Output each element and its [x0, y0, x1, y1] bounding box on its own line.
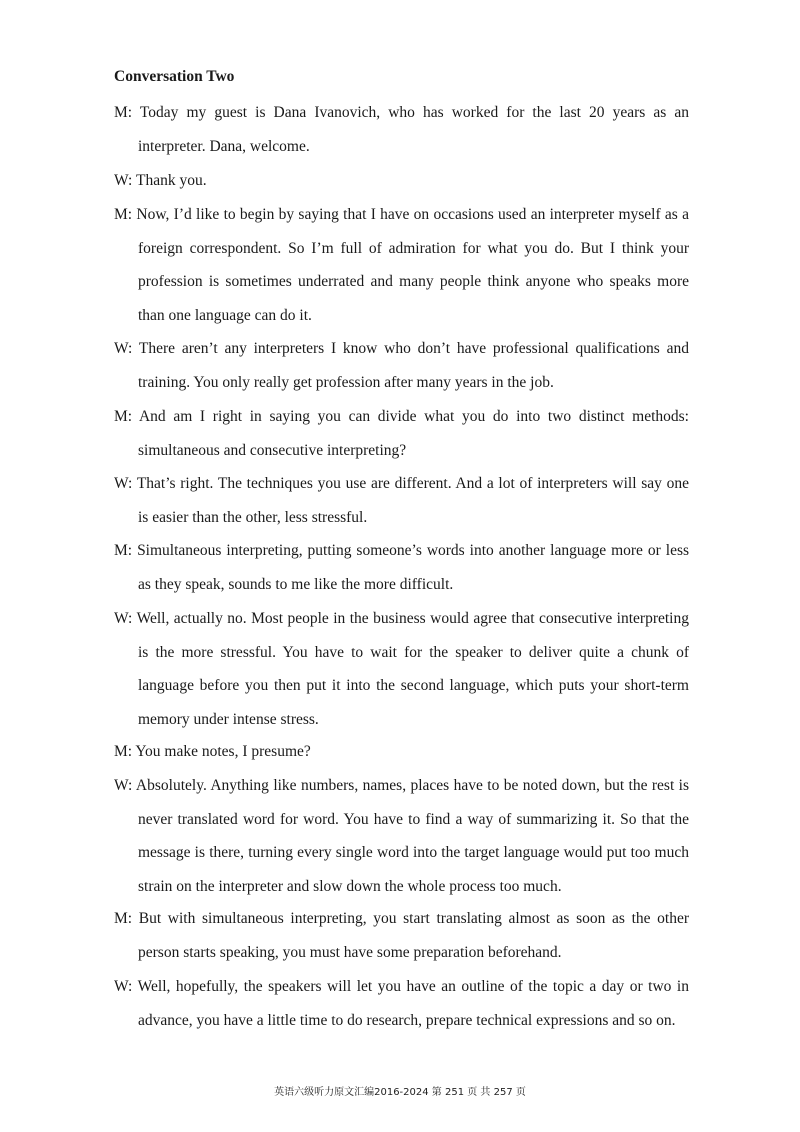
dialogue-line: W: Well, actually no. Most people in the business would agree that consecutive interpreting [114, 610, 689, 627]
dialogue-line: than one language can do it. [138, 306, 312, 324]
dialogue-line: training. You only really get profession after many years in the job. [138, 373, 554, 391]
dialogue-turn [114, 602, 689, 736]
speaker-label: M: [114, 408, 133, 425]
speaker-label: W: [114, 610, 133, 627]
speaker-label: W: [114, 172, 133, 189]
section-heading: Conversation Two [114, 68, 235, 85]
dialogue-line: W: There aren’t any interpreters I know who don’t have professional qualifications and [114, 340, 689, 357]
dialogue-line: memory under intense stress. [138, 710, 319, 728]
speaker-label: W: [114, 777, 133, 794]
dialogue-line: simultaneous and consecutive interpreting? [138, 441, 407, 459]
speaker-label: M: [114, 206, 133, 223]
dialogue-turn [114, 400, 689, 467]
dialogue-line: W: Thank you. [114, 172, 207, 189]
dialogue-line: is easier than the other, less stressful. [138, 508, 368, 526]
dialogue-line: strain on the interpreter and slow down the whole process too much. [138, 877, 562, 895]
speaker-label: M: [114, 743, 133, 760]
dialogue-line: message is there, turning every single word into the target language would put too much [138, 844, 689, 861]
dialogue-turn [114, 164, 689, 198]
dialogue-turn [114, 534, 689, 601]
dialogue-line: language before you then put it into the second language, which puts your short-term [138, 677, 689, 694]
speaker-label: W: [114, 475, 133, 492]
dialogue-line: M: But with simultaneous interpreting, you start translating almost as soon as the other [114, 910, 689, 927]
speaker-label: W: [114, 978, 133, 995]
dialogue-line: M: And am I right in saying you can divide what you do into two distinct methods: [114, 408, 689, 425]
dialogue-line: M: Today my guest is Dana Ivanovich, who has worked for the last 20 years as an [114, 104, 689, 121]
dialogue-turn [114, 769, 689, 903]
dialogue-line: W: That’s right. The techniques you use are different. And a lot of interpreters will say one [114, 475, 689, 492]
dialogue-turn [114, 735, 689, 769]
dialogue-line: is the more stressful. You have to wait for the speaker to deliver quite a chunk of [138, 643, 689, 661]
dialogue-turn [114, 332, 689, 399]
dialogue-turn [114, 970, 689, 1037]
page-footer: 英语六级听力原文汇编2016-2024 第 251 页 共 257 页 [274, 1087, 526, 1098]
dialogue-line: interpreter. Dana, welcome. [138, 137, 310, 155]
dialogue-line: W: Absolutely. Anything like numbers, names, places have to be noted down, but the rest is [114, 777, 689, 794]
speaker-label: M: [114, 542, 133, 559]
dialogue-line: advance, you have a little time to do research, prepare technical expressions and so on. [138, 1011, 676, 1029]
dialogue-turn [114, 467, 689, 534]
dialogue-turn [114, 96, 689, 163]
dialogue-line: M: Now, I’d like to begin by saying that I have on occasions used an interpreter myself as a [114, 206, 689, 223]
dialogue-turn [114, 902, 689, 969]
dialogue-line: person starts speaking, you must have some preparation beforehand. [138, 943, 562, 961]
dialogue-line: as they speak, sounds to me like the more difficult. [138, 575, 454, 593]
dialogue-line: foreign correspondent. So I’m full of admiration for what you do. But I think your [138, 239, 689, 257]
speaker-label: M: [114, 104, 133, 121]
speaker-label: W: [114, 340, 133, 357]
dialogue-line: W: Well, hopefully, the speakers will let you have an outline of the topic a day or two in [114, 978, 689, 995]
dialogue-line: M: Simultaneous interpreting, putting someone’s words into another language more or less [114, 542, 690, 559]
speaker-label: M: [114, 910, 133, 927]
dialogue-turn [114, 198, 689, 332]
dialogue-line: M: You make notes, I presume? [114, 743, 311, 760]
dialogue-line: never translated word for word. You have to find a way of summarizing it. So that the [138, 810, 689, 828]
dialogue-line: profession is sometimes underrated and many people think anyone who speaks more [138, 273, 689, 290]
